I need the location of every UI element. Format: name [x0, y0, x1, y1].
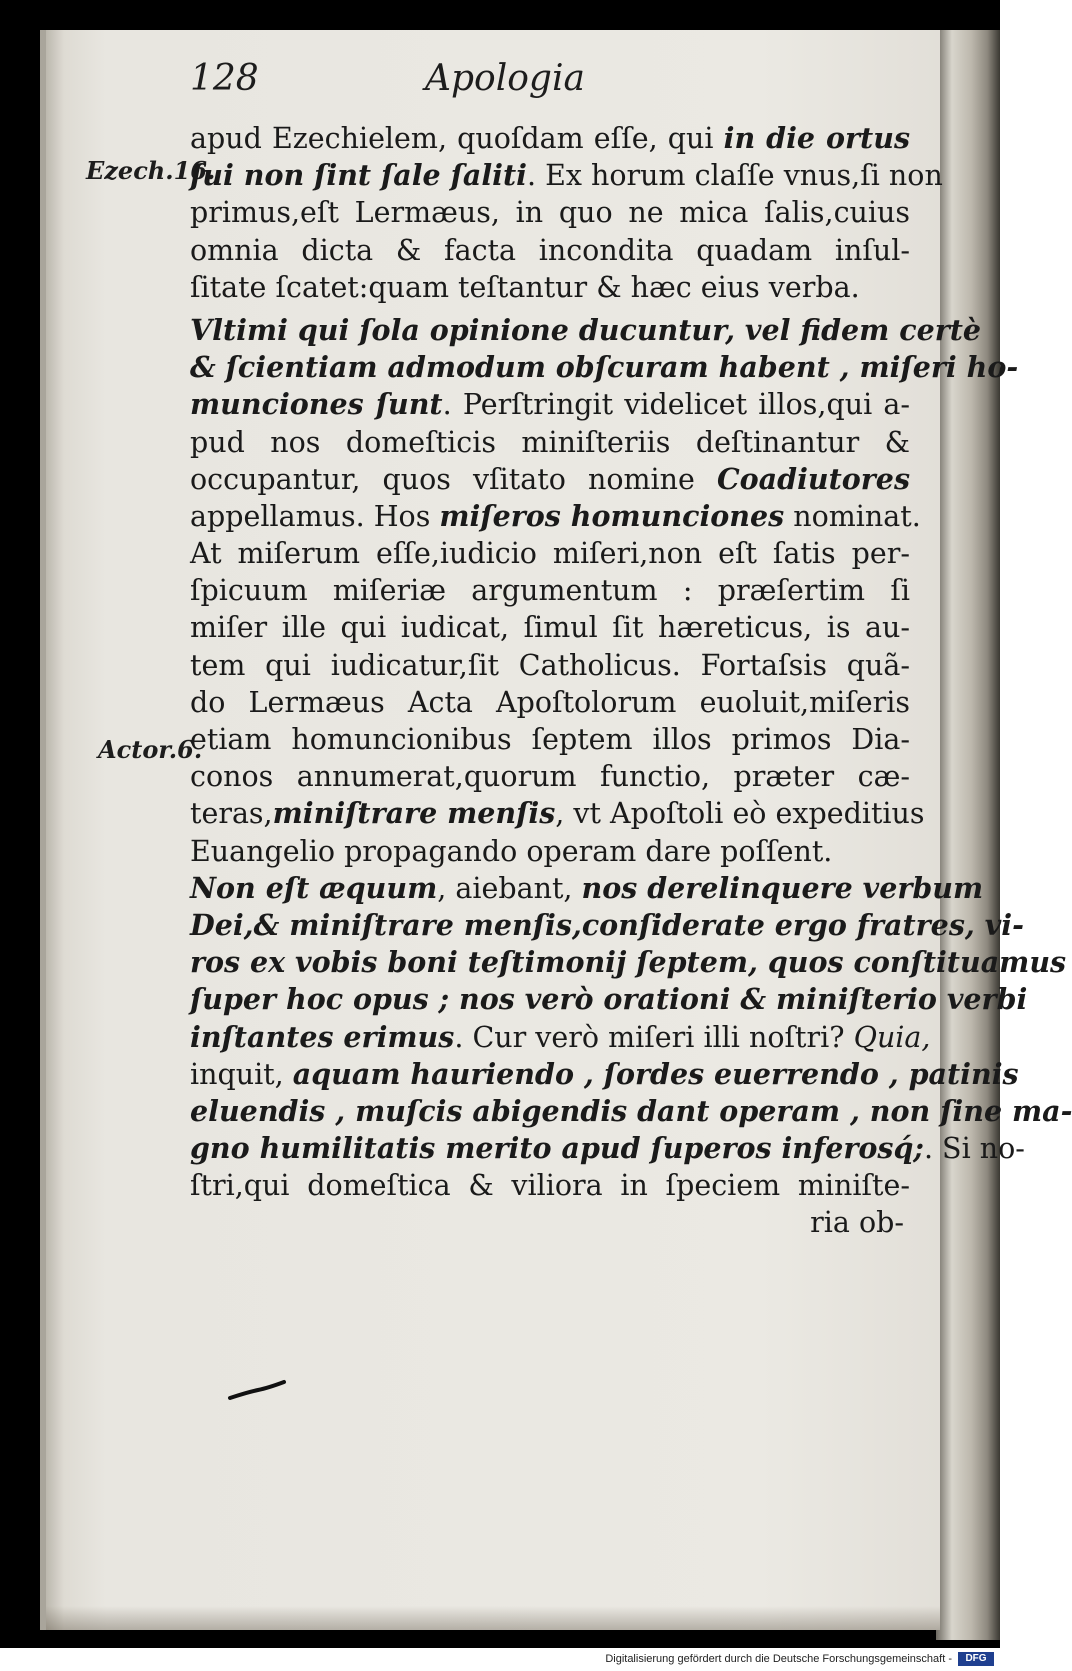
text-segment: . Ex horum claſſe vnus,ſi non: [526, 159, 943, 193]
text-line: [190, 1056, 1019, 1093]
text-segment: ſtri,qui domeſtica & viliora in ſpeciem miniſte-: [190, 1169, 910, 1203]
text-segment: . Cur verò miſeri illi noſtri?: [454, 1020, 854, 1054]
text-segment: . Si no-: [923, 1132, 1025, 1166]
text-line: [190, 349, 1019, 386]
text-segment: Coadiutores: [716, 461, 910, 496]
text-segment: Euangelio propagando operam dare poſſent.: [190, 834, 833, 868]
text-segment: Vltimi qui ſola opinione ducuntur, vel fidem certè: [190, 312, 982, 347]
body-text: [190, 120, 1072, 1242]
text-segment: At miſerum eſſe,iudicio miſeri,non eſt ſatis per-: [190, 537, 910, 571]
text-segment: nominat.: [784, 499, 921, 533]
text-segment: etiam homuncionibus ſeptem illos primos Dia-: [190, 723, 910, 756]
text-segment: miſeros homunciones: [439, 498, 785, 533]
text-segment: teras,: [190, 797, 273, 831]
text-segment: ſuper hoc opus ; nos verò orationi & miniſterio verbi: [190, 982, 1028, 1017]
book-edge: [936, 30, 1000, 1640]
text-segment: inquit,: [190, 1057, 293, 1091]
text-line: [190, 684, 910, 721]
text-segment: miſer ille qui iudicat, ſimul ſit hæreticus, is au-: [190, 611, 910, 645]
text-line: [190, 386, 910, 423]
text-segment: gno humilitatis merito apud ſuperos inferosq́;: [190, 1131, 924, 1166]
text-line: [190, 572, 910, 609]
text-segment: munciones ſunt: [190, 387, 443, 422]
text-segment: eluendis , muſcis abigendis dant operam , non ſine ma-: [190, 1093, 1072, 1128]
text-line: [190, 758, 910, 795]
text-segment: primus,eſt Lermæus, in quo ne mica ſalis,cuius: [190, 196, 910, 230]
text-line: [190, 870, 984, 907]
text-line: [190, 907, 1024, 944]
text-line: [190, 461, 910, 498]
text-line: [190, 944, 1067, 981]
text-segment: , vt Apoſtoli eò expeditius: [555, 797, 925, 831]
text-segment: apud Ezechielem, quoſdam eſſe, qui: [190, 122, 724, 155]
text-segment: pud nos domeſticis miniſteriis deſtinantur &: [190, 425, 910, 459]
text-segment: occupantur, quos vſitato nomine: [190, 462, 717, 496]
text-line: [190, 1093, 1072, 1130]
text-line: [190, 269, 910, 306]
text-line: [190, 157, 943, 194]
text-segment: nos derelinquere verbum: [581, 870, 984, 905]
text-segment: in die ortus: [723, 121, 910, 155]
page-number: 128: [190, 58, 259, 99]
page-header: [190, 58, 830, 118]
margin-note-actor: Actor.6.: [98, 735, 203, 764]
text-line: [190, 609, 910, 646]
text-line: [190, 312, 982, 349]
text-segment: aquam hauriendo , ſordes euerrendo , patinis: [292, 1056, 1019, 1091]
catchword: ria ob-: [810, 1206, 904, 1240]
text-line: [190, 795, 925, 832]
funding-credit: Digitalisierung gefördert durch die Deutsche Forschungsgemeinschaft -: [605, 1653, 952, 1665]
text-line: [190, 1019, 931, 1056]
text-segment: ſitate ſcatet:quam teſtantur & hæc eius verba.: [190, 270, 860, 304]
text-line: [190, 1130, 1025, 1167]
text-line: [190, 1167, 910, 1204]
text-line: [190, 120, 910, 157]
text-line: [190, 647, 910, 684]
text-line: [190, 232, 910, 269]
footer-bar: [0, 1648, 1000, 1671]
margin-note-ezech: Ezech.16.: [86, 156, 216, 185]
text-segment: omnia dicta & facta incondita quadam inſul-: [190, 233, 910, 267]
text-line: [190, 981, 1028, 1018]
text-segment: ſui non ſint ſale ſaliti: [190, 158, 527, 193]
dfg-logo: DFG: [958, 1652, 994, 1666]
text-segment: inſtantes erimus: [190, 1019, 455, 1054]
text-line: [190, 498, 921, 535]
text-segment: miniſtrare menſis: [272, 796, 556, 831]
ink-mark-icon: [228, 1378, 286, 1402]
running-head: Apologia: [425, 58, 585, 99]
text-segment: Dei,& miniſtrare menſis,conſiderate ergo fratres, vi-: [190, 907, 1024, 942]
text-segment: conos annumerat,quorum functio, præter cæ-: [190, 760, 910, 794]
text-segment: , aiebant,: [437, 871, 582, 905]
text-line: [190, 721, 910, 758]
text-segment: . Perſtringit videlicet illos,qui a-: [442, 388, 910, 422]
text-segment: do Lermæus Acta Apoſtolorum euoluit,miſeris: [190, 685, 910, 719]
text-line: [190, 424, 910, 461]
text-line: [190, 194, 910, 231]
text-segment: ſpicuum miſeriæ argumentum : præſertim ſi: [190, 574, 910, 608]
text-line: [190, 833, 910, 870]
text-segment: Quia,: [853, 1020, 931, 1054]
text-line: [190, 535, 910, 572]
text-segment: & ſcientiam admodum obſcuram habent , miſeri ho-: [190, 350, 1019, 385]
text-segment: Non eſt æquum: [190, 870, 438, 905]
text-segment: tem qui iudicatur,ſit Catholicus. Fortaſsis quã-: [190, 648, 910, 682]
text-segment: ros ex vobis boni teſtimonij ſeptem, quos conſtituamus: [190, 945, 1067, 980]
text-segment: appellamus. Hos: [190, 499, 440, 533]
